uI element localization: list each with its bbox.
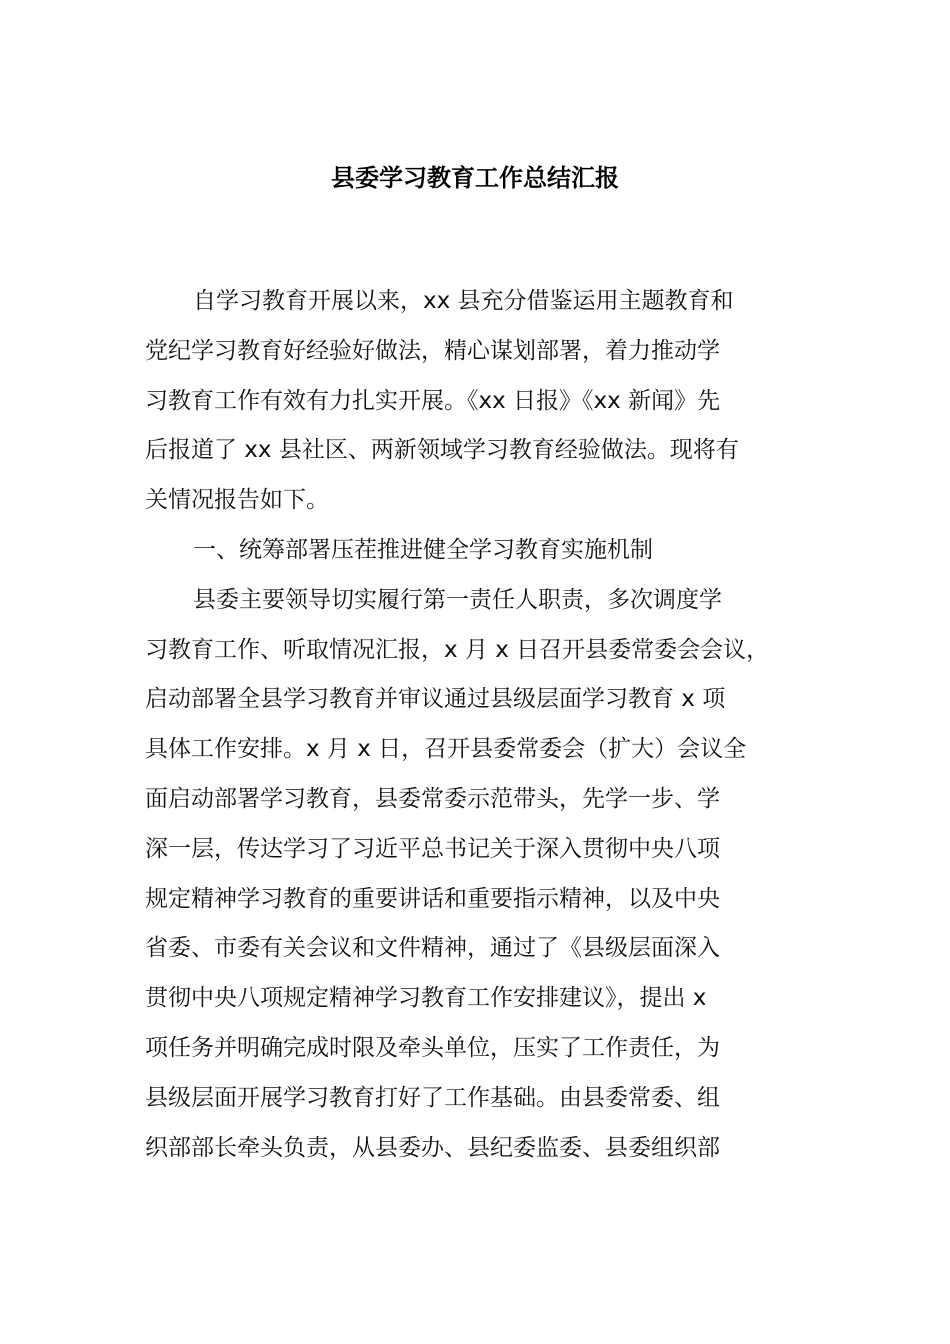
paragraph-line: 省委、市委有关会议和文件精神，通过了《县级层面深入 <box>145 935 720 962</box>
paragraph-line: 习教育工作、听取情况汇报，x 月 x 日召开县委常委会会议， <box>145 636 770 663</box>
paragraph-line: 面启动部署学习教育，县委常委示范带头，先学一步、学 <box>145 785 720 812</box>
paragraph-line: 深一层，传达学习了习近平总书记关于深入贯彻中央八项 <box>145 835 720 862</box>
paragraph-line: 织部部长牵头负责，从县委办、县纪委监委、县委组织部 <box>145 1134 720 1161</box>
paragraph-line: 后报道了 xx 县社区、两新领域学习教育经验做法。现将有 <box>145 437 739 464</box>
paragraph-line: 具体工作安排。x 月 x 日，召开县委常委会（扩大）会议全 <box>145 736 747 763</box>
paragraph-line: 启动部署全县学习教育并审议通过县级层面学习教育 x 项 <box>145 686 726 713</box>
document-body <box>145 277 835 1173</box>
paragraph-line: 规定精神学习教育的重要讲话和重要指示精神，以及中央 <box>145 885 720 912</box>
paragraph-line: 县级层面开展学习教育打好了工作基础。由县委常委、组 <box>145 1084 720 1111</box>
paragraph-line: 项任务并明确完成时限及牵头单位，压实了工作责任，为 <box>145 1034 720 1061</box>
paragraph-line: 县委主要领导切实履行第一责任人职责，多次调度学 <box>193 586 722 613</box>
paragraph-line: 关情况报告如下。 <box>145 487 329 514</box>
paragraph-line: 党纪学习教育好经验好做法，精心谋划部署，着力推动学 <box>145 337 720 364</box>
section-heading: 一、统筹部署压茬推进健全学习教育实施机制 <box>193 536 653 563</box>
paragraph-line: 自学习教育开展以来，xx 县充分借鉴运用主题教育和 <box>193 288 734 314</box>
paragraph-line: 习教育工作有效有力扎实开展。《xx 日报》《xx 新闻》先 <box>145 387 721 414</box>
document-title: 县委学习教育工作总结汇报 <box>331 164 619 192</box>
paragraph-line: 贯彻中央八项规定精神学习教育工作安排建议》，提出 x <box>145 985 707 1012</box>
